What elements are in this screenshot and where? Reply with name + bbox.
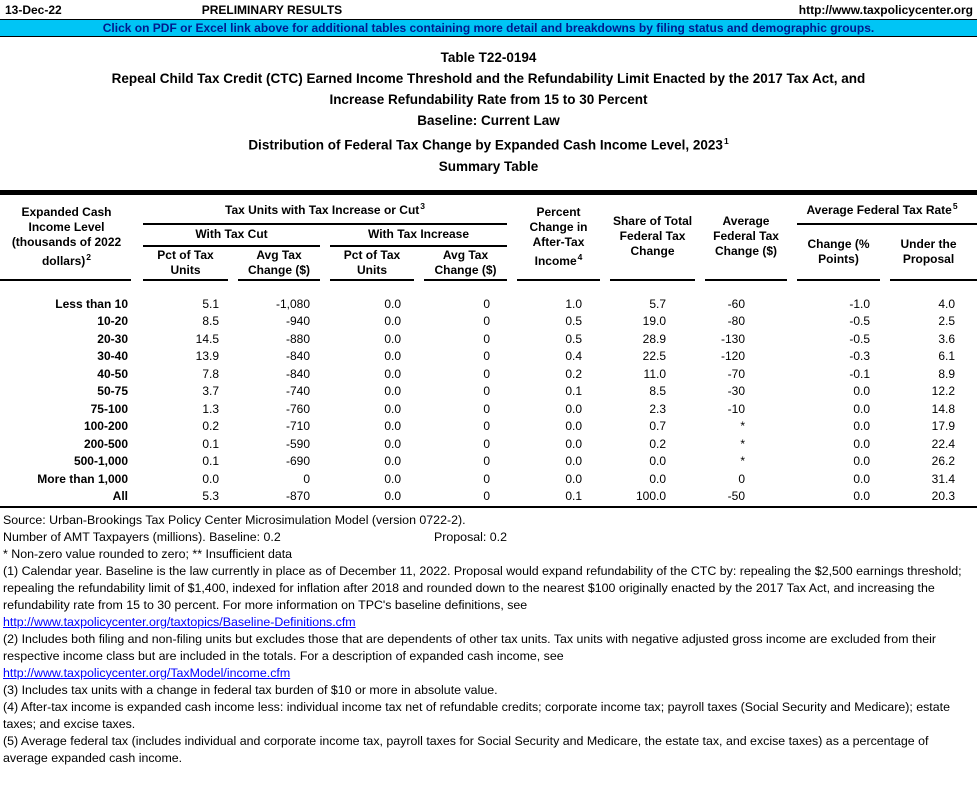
cell: 8.9 <box>938 366 956 381</box>
cell: 7.8 <box>202 366 219 381</box>
col-header-avg-change-cut: Avg Tax Change ($) <box>238 247 330 281</box>
header-underline <box>0 279 131 281</box>
footnote-ref-4: 4 <box>577 251 583 262</box>
cell: 0 <box>483 401 491 416</box>
cell: 0 <box>483 349 491 363</box>
cell: 0.0 <box>384 384 401 398</box>
cell: 0.0 <box>853 489 871 503</box>
cell: 0.2 <box>565 366 583 381</box>
cell: 5.7 <box>649 296 667 311</box>
table-row <box>0 366 977 384</box>
baseline-line: Baseline: Current Law <box>417 113 560 128</box>
cell: 8.5 <box>202 314 219 328</box>
row-label: All <box>112 489 128 503</box>
row-label: 500-1,000 <box>73 454 128 468</box>
amt-taxpayers-line: Number of AMT Taxpayers (millions). Baseline: 0.2 Proposal: 0.2 <box>3 529 508 544</box>
table-row <box>0 471 977 489</box>
summary-table <box>0 195 977 508</box>
table-row <box>0 313 977 331</box>
row-label: 50-75 <box>97 384 128 398</box>
cell: -1,080 <box>275 296 310 311</box>
table-row <box>0 331 977 349</box>
col-group-tax-units: Tax Units with Tax Increase or Cut$^3$ <box>143 195 517 225</box>
cell: -690 <box>285 454 310 468</box>
col-header-rate-change-points: Change (% Points) <box>797 225 890 281</box>
footnote-ref-5: 5 <box>952 201 958 211</box>
row-label: 30-40 <box>97 349 128 363</box>
title-block <box>0 37 977 177</box>
col-header-income-level: Expanded Cash Income Level (thousands of 2022 dollars)$^2$ <box>0 195 143 281</box>
col-header-pct-change-after-tax-income: Percent Change in After-Tax Income$^4$ <box>517 195 610 281</box>
cell: 0 <box>738 471 746 486</box>
header-underline <box>424 279 507 281</box>
cell: -0.1 <box>849 366 871 381</box>
header-underline <box>517 279 600 281</box>
cell: 3.6 <box>938 331 956 346</box>
cell: 0.0 <box>384 401 401 416</box>
col-header-avg-federal-tax-change: Average Federal Tax Change ($) <box>705 195 797 281</box>
header-underline <box>890 279 977 281</box>
title-line-2: Increase Refundability Rate from 15 to 30 Percent <box>329 92 648 107</box>
row-label: 100-200 <box>83 419 128 433</box>
cell: 0.0 <box>565 454 583 468</box>
cell: 14.5 <box>195 331 219 346</box>
cell: 0 <box>483 489 491 503</box>
amt-proposal-value: Proposal: 0.2 <box>434 529 508 544</box>
header-underline <box>143 279 228 281</box>
date-label: 13-Dec-22 <box>5 2 62 17</box>
cell: 0.0 <box>384 471 401 486</box>
footnote-ref-1: 1 <box>723 136 729 146</box>
cell: 0.0 <box>649 471 667 486</box>
footnote-ref-2: 2 <box>86 251 92 262</box>
preliminary-results-label: PRELIMINARY RESULTS <box>201 2 343 17</box>
tpc-url-link[interactable]: http://www.taxpolicycenter.org <box>798 2 973 17</box>
cell: 0.4 <box>565 349 583 363</box>
cell: -1.0 <box>849 296 871 311</box>
cell: -880 <box>285 331 310 346</box>
cell: * <box>740 419 746 433</box>
footnote: (3) Includes tax units with a change in federal tax burden of $10 or more in absolute value. <box>3 682 498 697</box>
cell: 0.0 <box>384 436 401 451</box>
row-label: 20-30 <box>97 331 128 346</box>
cell: 0.0 <box>384 331 401 346</box>
cell: 0 <box>483 419 491 433</box>
cell: 13.9 <box>195 349 219 363</box>
header-underline <box>610 279 695 281</box>
cell: 0 <box>483 331 491 346</box>
cell: -0.5 <box>849 314 871 328</box>
footnote: (2) Includes both filing and non-filing units but excludes those that are dependents of other tax units. Tax units with negative adjusted gross income are excluded from their respective income class but are included in the totals. For a description of expanded cash income, see <box>3 631 937 663</box>
row-label: 75-100 <box>90 401 128 416</box>
cell: -940 <box>285 314 310 328</box>
footer <box>0 508 977 767</box>
cell: 0.1 <box>565 489 583 503</box>
cell: -120 <box>720 349 746 363</box>
table-row <box>0 401 977 419</box>
cell: 20.3 <box>931 489 956 503</box>
cell: 1.0 <box>565 296 583 311</box>
cell: 0.0 <box>649 454 667 468</box>
source-line: Source: Urban-Brookings Tax Policy Center Microsimulation Model (version 0722-2). <box>3 512 466 527</box>
row-label: 200-500 <box>83 436 128 451</box>
cell: 3.7 <box>202 384 219 398</box>
cell: 0 <box>483 454 491 468</box>
cell: 0.1 <box>565 384 583 398</box>
cell: 0 <box>483 366 491 381</box>
cell: 0.0 <box>384 366 401 381</box>
cell: -590 <box>285 436 310 451</box>
footnote: (4) After-tax income is expanded cash income less: individual income tax net of refundable credits; corporate income tax; payroll taxes (Social Security and Medicare); estate taxes; and excise taxes. <box>3 699 950 731</box>
footnote: (5) Average federal tax (includes individual and corporate income tax, payroll taxes for Social Security and Medicare, the estate tax, and excise taxes) as a percentage of average expanded cash income. <box>3 733 929 765</box>
cell: 0.1 <box>202 436 219 451</box>
row-label: More than 1,000 <box>37 471 128 486</box>
cell: -0.5 <box>849 331 871 346</box>
footnotes-block <box>3 563 973 767</box>
distribution-line: Distribution of Federal Tax Change by Expanded Cash Income Level, 2023$^1$ <box>248 136 729 153</box>
cell: 0.2 <box>649 436 667 451</box>
cell: 2.3 <box>649 401 667 416</box>
cell: 0.0 <box>853 436 871 451</box>
cell: 0.0 <box>384 419 401 433</box>
cell: 0.0 <box>565 471 583 486</box>
cell: 0 <box>303 471 310 486</box>
cell: 14.8 <box>931 401 956 416</box>
legend-line: * Non-zero value rounded to zero; ** Insufficient data <box>3 546 293 561</box>
cell: -840 <box>285 349 310 363</box>
cell: -740 <box>285 384 310 398</box>
header-underline <box>238 279 320 281</box>
cell: 0 <box>483 436 491 451</box>
cell: 8.5 <box>649 384 667 398</box>
cell: 22.5 <box>642 349 667 363</box>
cell: 0.0 <box>384 489 401 503</box>
cell: -870 <box>285 489 310 503</box>
cell: -10 <box>727 401 746 416</box>
cell: -60 <box>727 296 746 311</box>
header-underline <box>330 279 414 281</box>
cell: -130 <box>720 331 746 346</box>
cell: 6.1 <box>938 349 956 363</box>
cell: 0.5 <box>565 314 583 328</box>
cell: 0.0 <box>565 401 583 416</box>
cell: -760 <box>285 401 310 416</box>
col-group-avg-federal-tax-rate: Average Federal Tax Rate$^5$ <box>797 195 977 225</box>
cell: 0 <box>483 314 491 328</box>
table-row <box>0 281 977 314</box>
cell: -710 <box>285 419 310 433</box>
cell: 0.0 <box>384 454 401 468</box>
cell: -70 <box>727 366 746 381</box>
header-underline <box>797 279 880 281</box>
cell: * <box>740 454 746 468</box>
table-row <box>0 418 977 436</box>
cell: 12.2 <box>931 384 956 398</box>
top-bar <box>0 0 977 19</box>
cell: * <box>740 436 746 451</box>
cell: -840 <box>285 366 310 381</box>
cell: 0.7 <box>649 419 667 433</box>
cell: 0 <box>483 471 491 486</box>
footnote-link[interactable]: http://www.taxpolicycenter.org/taxtopics/Baseline-Definitions.cfm <box>3 614 356 629</box>
table-number: Table T22-0194 <box>440 50 537 65</box>
cell: 31.4 <box>931 471 956 486</box>
table-row <box>0 348 977 366</box>
cell: -50 <box>727 489 746 503</box>
cell: 5.1 <box>202 296 219 311</box>
cell: 0.0 <box>384 314 401 328</box>
cell: 11.0 <box>643 366 667 381</box>
cell: 0.0 <box>384 349 401 363</box>
cell: 5.3 <box>202 489 219 503</box>
cell: 26.2 <box>931 454 956 468</box>
cell: 0.1 <box>202 454 219 468</box>
table-row <box>0 453 977 471</box>
cell: 0.5 <box>565 331 583 346</box>
cell: 22.4 <box>931 436 956 451</box>
table-row <box>0 436 977 454</box>
cell: 0.2 <box>202 419 219 433</box>
col-header-share-total-change: Share of Total Federal Tax Change <box>610 195 705 281</box>
cell: -30 <box>727 384 746 398</box>
cell: -80 <box>727 314 746 328</box>
cell: -0.3 <box>849 349 871 363</box>
cell: 0 <box>483 384 491 398</box>
col-group-with-tax-increase: With Tax Increase <box>330 225 517 247</box>
table-row <box>0 383 977 401</box>
cell: 0 <box>483 296 491 311</box>
cell: 4.0 <box>938 296 956 311</box>
cell: 0.0 <box>565 419 583 433</box>
footnote: (1) Calendar year. Baseline is the law currently in place as of December 11, 2022. Proposal would expand refundability of the CTC by: repealing the $2,500 earnings threshold; repealing the refundability limit of $1,400, indexed for inflation after 2018 and rounded down to the nearest $100 originally enacted by the 2017 Tax Act, and increasing the refundability rate from 15 to 30 percent. For more information on TPC's baseline definitions, see <box>3 563 962 612</box>
cell: 0.0 <box>853 454 871 468</box>
col-header-pct-units-increase: Pct of Tax Units <box>330 247 424 281</box>
cell: 2.5 <box>938 314 956 328</box>
footnote-ref-3: 3 <box>420 201 426 211</box>
cell: 28.9 <box>642 331 667 346</box>
table-row <box>0 488 977 507</box>
cell: 0.0 <box>853 384 871 398</box>
info-banner: Click on PDF or Excel link above for additional tables containing more detail and breakdowns by filing status and demographic groups. <box>0 19 977 37</box>
col-header-pct-units-cut: Pct of Tax Units <box>143 247 238 281</box>
cell: 0.0 <box>384 296 401 311</box>
cell: 19.0 <box>642 314 667 328</box>
header-underline <box>705 279 787 281</box>
col-header-avg-change-increase: Avg Tax Change ($) <box>424 247 517 281</box>
row-label: 10-20 <box>97 314 128 328</box>
cell: 17.9 <box>931 419 956 433</box>
summary-table-label: Summary Table <box>438 158 539 174</box>
cell: 1.3 <box>202 401 219 416</box>
title-line-1: Repeal Child Tax Credit (CTC) Earned Income Threshold and the Refundability Limit Enacted by the 2017 Tax Act, and <box>111 71 866 86</box>
col-header-rate-under-proposal: Under the Proposal <box>890 225 977 281</box>
cell: 0.0 <box>565 436 583 451</box>
cell: 0.0 <box>202 471 219 486</box>
cell: 0.0 <box>853 401 871 416</box>
row-label: Less than 10 <box>55 296 128 311</box>
cell: 100.0 <box>635 489 667 503</box>
row-label: 40-50 <box>97 366 128 381</box>
col-group-with-tax-cut: With Tax Cut <box>143 225 330 247</box>
cell: 0.0 <box>853 419 871 433</box>
cell: 0.0 <box>853 471 871 486</box>
footnote-link[interactable]: http://www.taxpolicycenter.org/TaxModel/income.cfm <box>3 665 291 680</box>
